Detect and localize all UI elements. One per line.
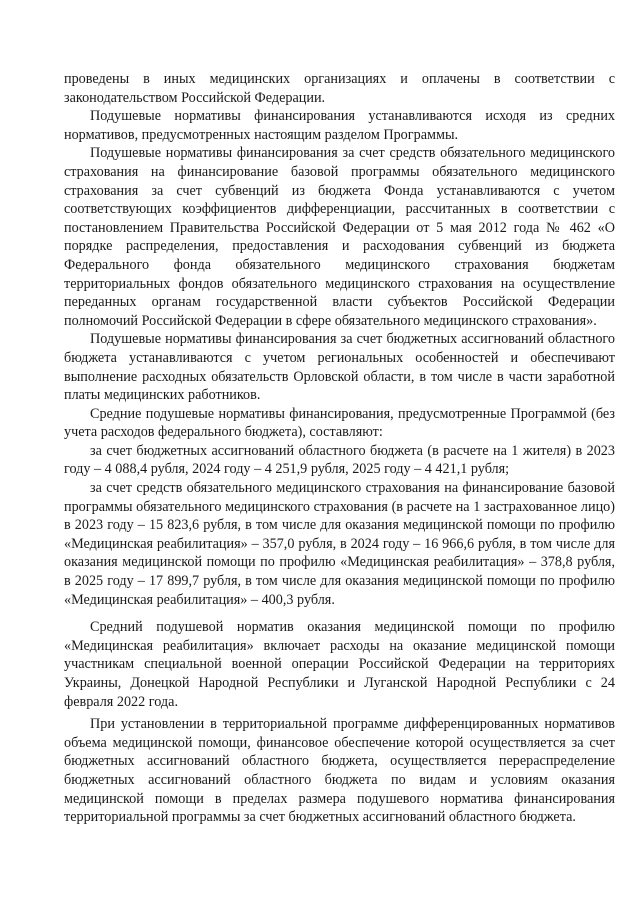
paragraph-average-standards: Средние подушевые нормативы финансирования, предусмотренные Программой (без учета расходов федерального бюджета), составляют: bbox=[64, 405, 615, 441]
paragraph-redistribution: При установлении в территориальной программе дифференцированных нормативов объема медицинской помощи, финансовое обеспечение которой осуществляется за счет бюджетных ассигнований областного бюджета, осуществляется перераспределение бюджетных ассигнований областного бюджета по видам и условиям оказания медицинской помощи в пределах размера подушевого норматива финансирования территориальной программы за счет бюджетных ассигнований областного бюджета. bbox=[64, 716, 615, 826]
paragraph-continuation: проведены в иных медицинских организациях и оплачены в соответствии с законодательством Российской Федерации. bbox=[64, 71, 615, 106]
paragraph-oms-amounts: за счет средств обязательного медицинского страхования на финансирование базовой программы обязательного медицинского страхования (в расчете на 1 застрахованное лицо) в 2023 году – 15 823,6 рубля, в том числе для оказания медицинской помощи по профилю «Медицинская реабилитация» – 357,0 рубля, в 2024 году – 16 966,6 рубля, в том числе для оказания медицинской помощи по профилю «Медицинская реабилитация» – 378,8 рубля, в 2025 году – 17 899,7 рубля, в том числе для оказания медицинской помощи по профилю «Медицинская реабилитация» – 400,3 рубля. bbox=[64, 480, 615, 608]
paragraph-rehabilitation: Средний подушевой норматив оказания медицинской помощи по профилю «Медицинская реабилитация» включает расходы на оказание медицинской помощи участникам специальной военной операции Российской Федерации на территориях Украины, Донецкой Народной Республики и Луганской Народной Республики с 24 февраля 2022 года. bbox=[64, 619, 615, 710]
document-page bbox=[64, 70, 615, 827]
paragraph-oms-subventions: Подушевые нормативы финансирования за счет средств обязательного медицинского страхования на финансирование базовой программы обязательного медицинского страхования за счет субвенций из бюджета Фонда устанавливаются с учетом соответствующих коэффициентов дифференциации, рассчитанных в соответствии с постановлением Правительства Российской Федерации от 5 мая 2012 года № 462 «О порядке распределения, предоставления и расходования субвенций из бюджета Федерального фонда обязательного медицинского страхования бюджетам территориальных фондов обязательного медицинского страхования на осуществление переданных органам государственной власти субъектов Российской Федерации полномочий Российской Федерации в сфере обязательного медицинского страхования». bbox=[64, 145, 615, 329]
paragraph-regional-budget-amounts: за счет бюджетных ассигнований областного бюджета (в расчете на 1 жителя) в 2023 году – 4 088,4 рубля, 2024 году – 4 251,9 рубля, 2025 году – 4 421,1 рубля; bbox=[64, 442, 615, 478]
paragraph-regional-budget: Подушевые нормативы финансирования за счет бюджетных ассигнований областного бюджета устанавливаются с учетом региональных особенностей и обеспечивают выполнение расходных обязательств Орловской области, в том числе в части заработной платы медицинских работников. bbox=[64, 331, 615, 404]
paragraph-per-capita-basis: Подушевые нормативы финансирования устанавливаются исходя из средних нормативов, предусмотренных настоящим разделом Программы. bbox=[64, 108, 615, 143]
